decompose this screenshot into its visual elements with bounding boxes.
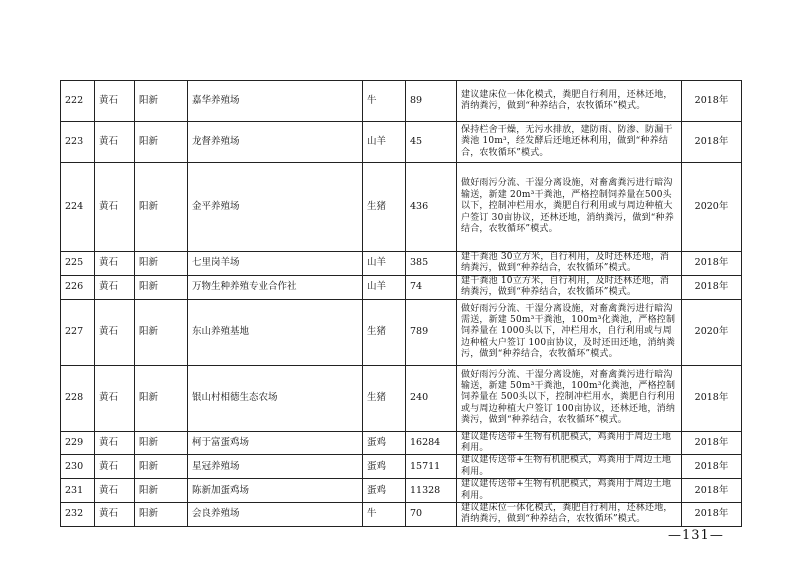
- cell-desc: 建议建传送带+生物有机肥模式，鸡粪用于周边土地利用。: [457, 455, 682, 479]
- table-row: [61, 252, 742, 276]
- cell-type: 生猪: [363, 365, 406, 431]
- cell-name: 嘉华养殖场: [188, 81, 363, 122]
- cell-qty: 74: [406, 275, 457, 299]
- cell-no: 230: [61, 455, 95, 479]
- cell-type: 山羊: [363, 275, 406, 299]
- cell-city: 黄石: [95, 275, 135, 299]
- cell-qty: 789: [406, 299, 457, 365]
- cell-county: 阳新: [135, 455, 188, 479]
- table-row: [61, 455, 742, 479]
- cell-city: 黄石: [95, 252, 135, 276]
- cell-county: 阳新: [135, 479, 188, 503]
- farm-table: [60, 80, 742, 527]
- cell-city: 黄石: [95, 122, 135, 163]
- cell-desc: 做好雨污分流、干湿分离设施，对畜禽粪污进行暗沟输送，新建 20m³干粪池，严格控制饲养量在500头以下，控制冲栏用水，粪肥自行利用或与周边种植大户签订 30亩协议，还林还地，消纳粪污，做到“种养结合，农牧循环”模式。: [457, 163, 682, 252]
- cell-county: 阳新: [135, 431, 188, 455]
- page-number: —131—: [668, 528, 724, 543]
- farm-table-body: [61, 81, 742, 527]
- cell-year: 2018年: [682, 122, 742, 163]
- table-row: [61, 275, 742, 299]
- table-row: [61, 299, 742, 365]
- cell-city: 黄石: [95, 81, 135, 122]
- cell-qty: 11328: [406, 479, 457, 503]
- cell-year: 2018年: [682, 252, 742, 276]
- cell-year: 2018年: [682, 503, 742, 527]
- cell-city: 黄石: [95, 455, 135, 479]
- cell-qty: 45: [406, 122, 457, 163]
- cell-desc: 建议建床位一体化模式，粪肥自行利用，还林还地，消纳粪污，做到“种养结合，农牧循环”模式。: [457, 81, 682, 122]
- cell-year: 2018年: [682, 455, 742, 479]
- table-row: [61, 431, 742, 455]
- cell-county: 阳新: [135, 163, 188, 252]
- cell-desc: 做好雨污分流、干湿分离设施，对畜禽粪污进行暗沟需送，新建 50m³干粪池，100m³化粪池，严格控制饲养量在 1000头以下，冲栏用水，自行利用或与周边种植大户签订 100亩协议，及时还田还地，消纳粪污，做到“种养结合，农牧循环”模式。: [457, 299, 682, 365]
- cell-qty: 89: [406, 81, 457, 122]
- cell-no: 224: [61, 163, 95, 252]
- cell-desc: 建议建传送带+生物有机肥模式，鸡粪用于周边土地利用。: [457, 479, 682, 503]
- cell-city: 黄石: [95, 431, 135, 455]
- table-row: [61, 479, 742, 503]
- cell-desc: 建议建传送带+生物有机肥模式，鸡粪用于周边土地利用。: [457, 431, 682, 455]
- cell-no: 229: [61, 431, 95, 455]
- cell-name: 会良养殖场: [188, 503, 363, 527]
- cell-city: 黄石: [95, 365, 135, 431]
- cell-county: 阳新: [135, 275, 188, 299]
- cell-no: 231: [61, 479, 95, 503]
- cell-type: 蛋鸡: [363, 479, 406, 503]
- cell-city: 黄石: [95, 479, 135, 503]
- cell-no: 226: [61, 275, 95, 299]
- cell-year: 2020年: [682, 299, 742, 365]
- cell-no: 223: [61, 122, 95, 163]
- cell-city: 黄石: [95, 503, 135, 527]
- cell-year: 2020年: [682, 163, 742, 252]
- cell-no: 228: [61, 365, 95, 431]
- cell-year: 2018年: [682, 431, 742, 455]
- cell-county: 阳新: [135, 299, 188, 365]
- cell-type: 牛: [363, 503, 406, 527]
- cell-type: 蛋鸡: [363, 431, 406, 455]
- cell-type: 山羊: [363, 122, 406, 163]
- cell-name: 东山养殖基地: [188, 299, 363, 365]
- cell-county: 阳新: [135, 252, 188, 276]
- cell-qty: 15711: [406, 455, 457, 479]
- cell-county: 阳新: [135, 122, 188, 163]
- cell-type: 山羊: [363, 252, 406, 276]
- cell-qty: 70: [406, 503, 457, 527]
- cell-type: 牛: [363, 81, 406, 122]
- cell-name: 陈新加蛋鸡场: [188, 479, 363, 503]
- cell-city: 黄石: [95, 299, 135, 365]
- cell-no: 222: [61, 81, 95, 122]
- cell-county: 阳新: [135, 503, 188, 527]
- cell-type: 生猪: [363, 299, 406, 365]
- cell-desc: 做好雨污分流、干湿分离设施，对畜禽粪污进行暗沟输送，新建 50m³干粪池，100m³化粪池，严格控制饲养量在 500头以下，控制冲栏用水，粪肥自行利用或与周边种植大户签订 100亩协议，还林还地，消纳粪污，做到“种养结合，农牧循环”模式。: [457, 365, 682, 431]
- cell-name: 七里岗羊场: [188, 252, 363, 276]
- cell-year: 2018年: [682, 479, 742, 503]
- cell-qty: 16284: [406, 431, 457, 455]
- cell-desc: 保持栏舍干燥，无污水排放，建防雨、防渗、防漏干粪池 10m³，经发酵后还地还林利用，做到“种养结合，农牧循环”模式。: [457, 122, 682, 163]
- cell-type: 蛋鸡: [363, 455, 406, 479]
- cell-name: 星冠养殖场: [188, 455, 363, 479]
- table-row: [61, 503, 742, 527]
- cell-no: 227: [61, 299, 95, 365]
- cell-city: 黄石: [95, 163, 135, 252]
- cell-qty: 385: [406, 252, 457, 276]
- cell-desc: 建干粪池 10立方米，自行利用，及时还林还地，消纳粪污，做到“种养结合，农牧循环”模式。: [457, 275, 682, 299]
- cell-no: 225: [61, 252, 95, 276]
- cell-no: 232: [61, 503, 95, 527]
- cell-qty: 436: [406, 163, 457, 252]
- cell-year: 2018年: [682, 81, 742, 122]
- cell-county: 阳新: [135, 81, 188, 122]
- cell-county: 阳新: [135, 365, 188, 431]
- cell-name: 银山村相德生态农场: [188, 365, 363, 431]
- cell-name: 万物生种养殖专业合作社: [188, 275, 363, 299]
- table-row: [61, 122, 742, 163]
- cell-type: 生猪: [363, 163, 406, 252]
- table-row: [61, 163, 742, 252]
- cell-qty: 240: [406, 365, 457, 431]
- cell-year: 2018年: [682, 365, 742, 431]
- cell-desc: 建议建床位一体化模式，粪肥自行利用，还林还地，消纳粪污，做到“种养结合，农牧循环”模式。: [457, 503, 682, 527]
- cell-name: 金平养殖场: [188, 163, 363, 252]
- cell-name: 龙督养殖场: [188, 122, 363, 163]
- cell-year: 2018年: [682, 275, 742, 299]
- table-row: [61, 365, 742, 431]
- cell-name: 柯于富蛋鸡场: [188, 431, 363, 455]
- table-row: [61, 81, 742, 122]
- cell-desc: 建干粪池 30立方米，自行利用，及时还林还地，消纳粪污，做到“种养结合，农牧循环”模式。: [457, 252, 682, 276]
